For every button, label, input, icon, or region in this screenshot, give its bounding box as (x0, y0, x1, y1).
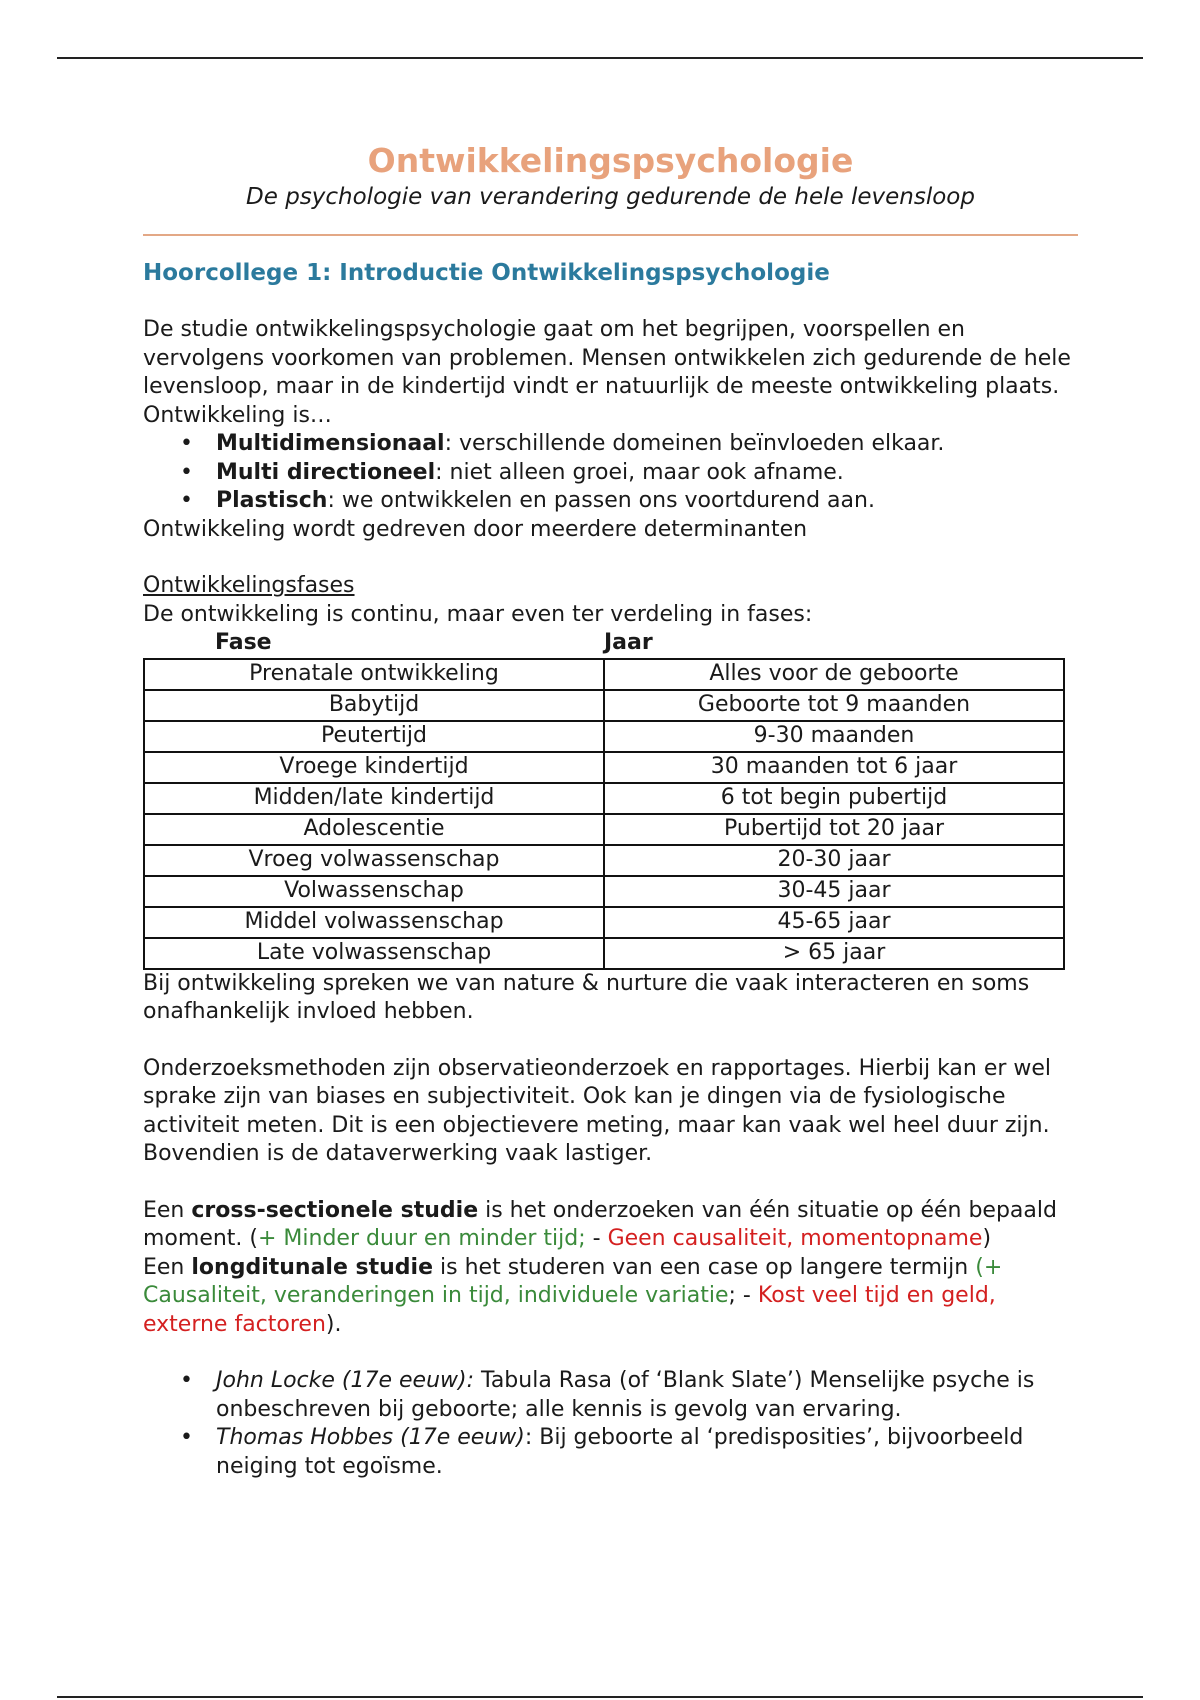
study-term: longditunale studie (191, 1254, 434, 1280)
phases-intro: De ontwikkeling is continu, maar even ter verdeling in fases: (143, 601, 813, 627)
jaar-cell: 30 maanden tot 6 jaar (604, 752, 1064, 783)
list-item (143, 430, 1078, 459)
table-row (144, 659, 1064, 690)
jaar-cell: 6 tot begin pubertijd (604, 783, 1064, 814)
development-traits-list (143, 430, 1078, 516)
phases-table (143, 658, 1065, 970)
text-span: is het onderzoeken van één situatie op één bepaald moment. ( (143, 1197, 1057, 1251)
document-body (143, 140, 1078, 1481)
jaar-cell: 9-30 maanden (604, 721, 1064, 752)
fase-cell: Volwassenschap (144, 876, 604, 907)
jaar-cell: Geboorte tot 9 maanden (604, 690, 1064, 721)
jaar-cell: 30-45 jaar (604, 876, 1064, 907)
text-span: ; - (728, 1283, 758, 1308)
section-heading: Hoorcollege 1: Introductie Ontwikkelingspsychologie (143, 260, 830, 286)
methods-paragraph: Onderzoeksmethoden zijn observatieonderzoek en rapportages. Hierbij kan er wel sprake zijn van biases en subjectiviteit. Ook kan je dingen via de fysiologische activiteit meten. Dit is een objectievere meting, maar kan vaak wel heel duur zijn. Bovendien is de dataverwerking vaak lastiger. (143, 1055, 1052, 1166)
fase-cell: Vroege kindertijd (144, 752, 604, 783)
top-rule (57, 57, 1143, 59)
trait-text: : niet alleen groei, maar ook afname. (435, 459, 844, 485)
jaar-cell: > 65 jaar (604, 938, 1064, 969)
fase-cell: Late volwassenschap (144, 938, 604, 969)
table-row (144, 907, 1064, 938)
fase-cell: Adolescentie (144, 814, 604, 845)
nature-nurture-paragraph: Bij ontwikkeling spreken we van nature & nurture die vaak interacteren en soms onafhankelijk invloed hebben. (143, 970, 1030, 1024)
study-term: cross-sectionele studie (191, 1197, 479, 1223)
pros-text: (+ Causaliteit, veranderingen in tijd, individuele variatie (143, 1254, 1003, 1308)
table-row (144, 783, 1064, 814)
text-span: - (585, 1226, 608, 1251)
phases-table-header (143, 629, 1078, 658)
trait-term: Multidimensionaal (216, 431, 445, 456)
list-item (143, 487, 1078, 516)
fase-cell: Babytijd (144, 690, 604, 721)
phases-subheading: Ontwikkelingsfases (143, 573, 355, 598)
bullet-icon: • (180, 1425, 193, 1450)
text-span: is het studeren van een case op langere termijn (433, 1254, 976, 1280)
list-item (143, 459, 1078, 488)
philosopher-text: Tabula Rasa (of ‘Blank Slate’) Menselijke psyche is onbeschreven bij geboorte; alle kennis is gevolg van ervaring. (216, 1368, 1035, 1422)
table-row (144, 752, 1064, 783)
trait-term: Plastisch (216, 488, 328, 513)
table-row (144, 938, 1064, 969)
bullet-icon: • (180, 431, 193, 456)
philosophers-list (143, 1367, 1078, 1481)
pros-text: + Minder duur en minder tijd; (258, 1226, 586, 1251)
title-divider (143, 234, 1078, 236)
table-row (144, 721, 1064, 752)
text-span: ). (325, 1311, 342, 1337)
philosopher-name: John Locke (17e eeuw): (216, 1368, 475, 1393)
text-span: ) (982, 1226, 992, 1251)
philosopher-name: Thomas Hobbes (17e eeuw) (216, 1425, 525, 1450)
cross-sectional-paragraph (143, 1197, 1078, 1254)
bullet-icon: • (180, 459, 193, 485)
list-item (143, 1367, 1078, 1424)
longitudinal-paragraph (143, 1254, 1078, 1340)
bullet-icon: • (180, 1368, 193, 1393)
bottom-rule (57, 1696, 1143, 1698)
trait-term: Multi directioneel (216, 459, 436, 485)
table-row (144, 845, 1064, 876)
cons-text: Geen causaliteit, momentopname (607, 1226, 983, 1251)
jaar-cell: Pubertijd tot 20 jaar (604, 814, 1064, 845)
trait-text: : verschillende domeinen beïnvloeden elkaar. (444, 431, 945, 456)
fase-cell: Midden/late kindertijd (144, 783, 604, 814)
table-row (144, 690, 1064, 721)
trait-text: : we ontwikkelen en passen ons voortdurend aan. (327, 488, 875, 513)
document-subtitle: De psychologie van verandering gedurende de hele levensloop (246, 184, 975, 210)
determinants-line: Ontwikkeling wordt gedreven door meerdere determinanten (143, 516, 808, 542)
bullet-icon: • (180, 488, 193, 513)
table-row (144, 876, 1064, 907)
fase-cell: Vroeg volwassenschap (144, 845, 604, 876)
fase-cell: Peutertijd (144, 721, 604, 752)
fase-cell: Prenatale ontwikkeling (144, 659, 604, 690)
text-span: Een (143, 1197, 192, 1223)
jaar-cell: 20-30 jaar (604, 845, 1064, 876)
fase-cell: Middel volwassenschap (144, 907, 604, 938)
document-title: Ontwikkelingspsychologie (367, 141, 854, 180)
jaar-cell: Alles voor de geboorte (604, 659, 1064, 690)
table-row (144, 814, 1064, 845)
cons-text: Kost veel tijd en geld, externe factoren (143, 1283, 996, 1337)
column-header-fase: Fase (215, 630, 272, 655)
list-item (143, 1424, 1078, 1481)
philosopher-text: : Bij geboorte al ‘predisposities’, bijvoorbeeld neiging tot egoïsme. (216, 1425, 1024, 1479)
column-header-jaar: Jaar (604, 630, 653, 655)
jaar-cell: 45-65 jaar (604, 907, 1064, 938)
intro-paragraph: De studie ontwikkelingspsychologie gaat om het begrijpen, voorspellen en vervolgens voorkomen van problemen. Mensen ontwikkelen zich gedurende de hele levensloop, maar in de kindertijd vindt er natuurlijk de meeste ontwikkeling plaats. Ontwikkeling is… (143, 317, 1071, 428)
text-span: Een (143, 1254, 192, 1280)
